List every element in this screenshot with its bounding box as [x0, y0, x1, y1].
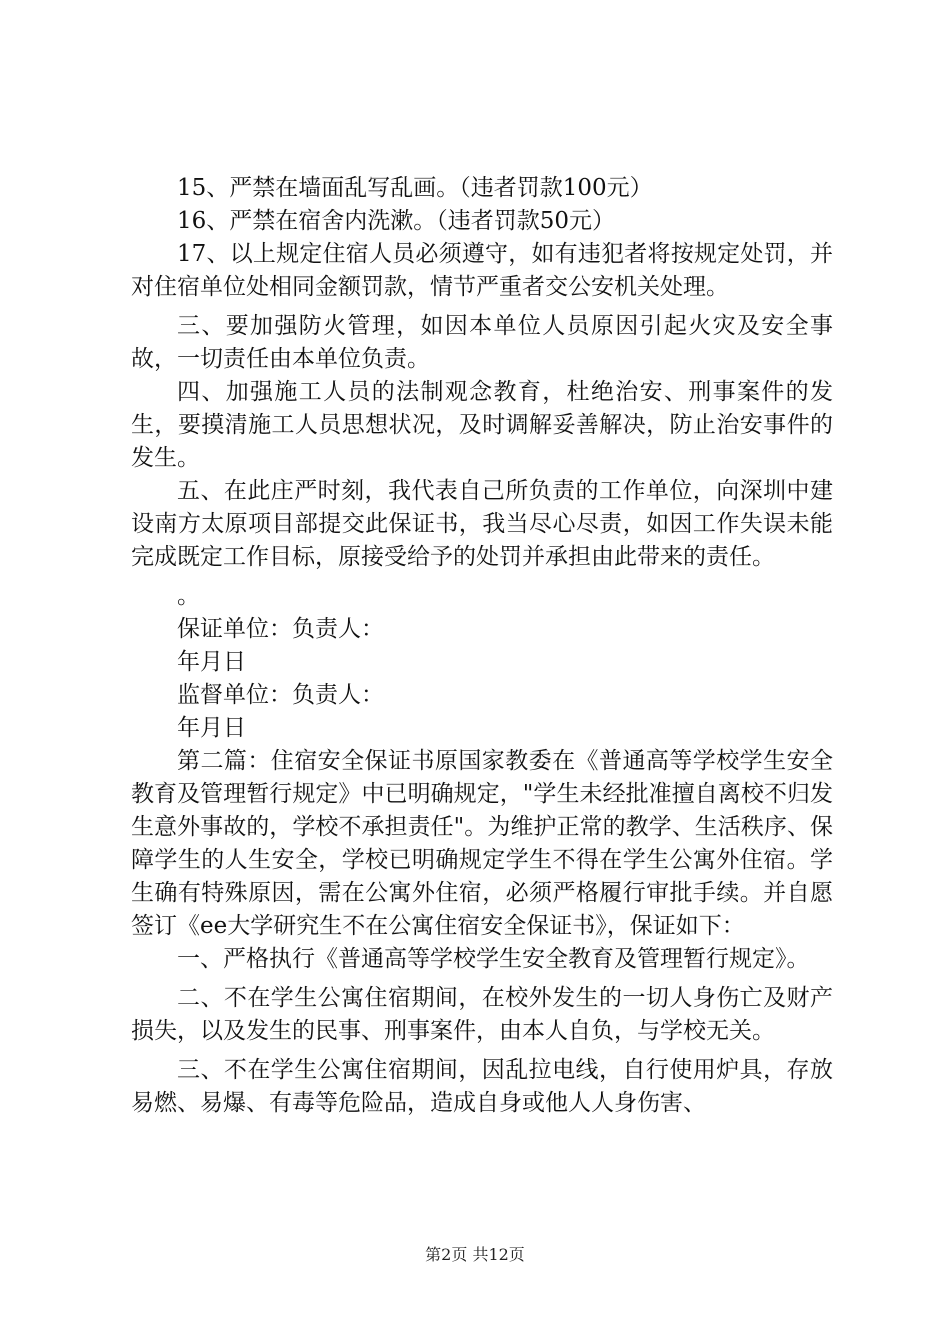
paragraph-rule-15: 15、严禁在墙面乱写乱画。（违者罚款100元） [177, 175, 653, 201]
paragraph-section-5: 五、在此庄严时刻，我代表自己所负责的工作单位，向深圳中建设南方太原项目部提交此保证书，我当尽心尽责，如因工作失误未能完成既定工作目标，原接受给予的处罚并承担由此带来的责任。 [131, 478, 833, 570]
paragraph-section-4: 四、加强施工人员的法制观念教育，杜绝治安、刑事案件的发生，要摸清施工人员思想状况，及时调解妥善解决，防止治安事件的发生。 [131, 379, 833, 471]
supervisor-date-line: 年月日 [177, 715, 246, 741]
paragraph-pledge-1: 一、严格执行《普通高等学校学生安全教育及管理暂行规定》。 [177, 946, 810, 972]
paragraph-pledge-3: 三、不在学生公寓住宿期间，因乱拉电线，自行使用炉具，存放易燃、易爆、有毒等危险品，造成自身或他人人身伤害、 [131, 1057, 833, 1116]
paragraph-pledge-2: 二、不在学生公寓住宿期间，在校外发生的一切人身伤亡及财产损失，以及发生的民事、刑事案件，由本人自负，与学校无关。 [131, 985, 833, 1044]
supervisor-line: 监督单位：负责人： [177, 682, 384, 708]
guarantor-date-line: 年月日 [177, 649, 246, 675]
page-number-footer: 第2页 共12页 [425, 1245, 525, 1264]
paragraph-rule-17: 17、以上规定住宿人员必须遵守，如有违犯者将按规定处罚，并对住宿单位处相同金额罚款，情节严重者交公安机关处理。 [131, 241, 833, 300]
paragraph-rule-16: 16、严禁在宿舍内洗漱。（违者罚款50元） [177, 208, 616, 234]
paragraph-section-3: 三、要加强防火管理，如因本单位人员原因引起火灾及安全事故，一切责任由本单位负责。 [131, 313, 833, 372]
paragraph-part-two-intro: 第二篇：住宿安全保证书原国家教委在《普通高等学校学生安全教育及管理暂行规定》中已明确规定，"学生未经批准擅自离校不归发生意外事故的，学校不承担责任"。为维护正常的教学、生活秩序、保障学生的人生安全，学校已明确规定学生不得在学生公寓外住宿。学生确有特殊原因，需在公寓外住宿，必须严格履行审批手续。并自愿签订《ee大学研究生不在公寓住宿安全保证书》，保证如下： [131, 748, 833, 939]
guarantor-line: 保证单位：负责人： [177, 616, 384, 642]
paragraph-period: 。 [177, 583, 200, 609]
document-body [131, 172, 833, 1120]
